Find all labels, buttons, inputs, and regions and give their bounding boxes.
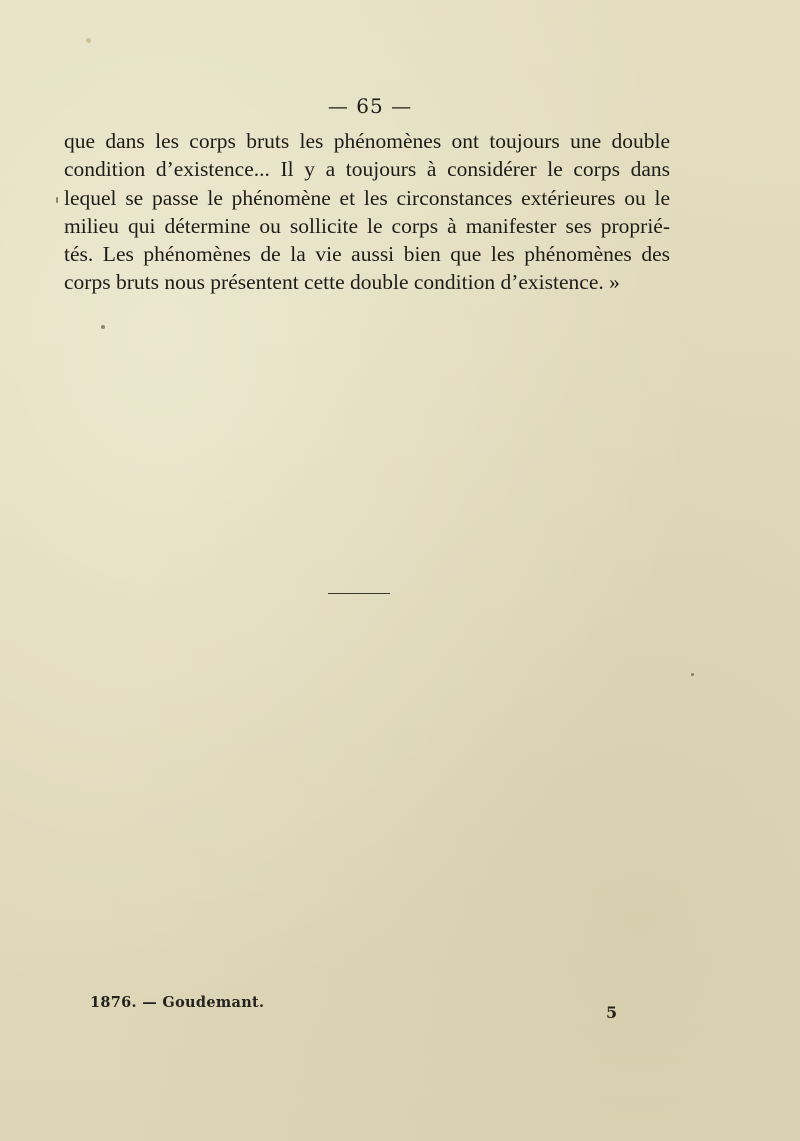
paragraph-line: tés. Les phénomènes de la vie aussi bien que les phénomènes des bbox=[64, 242, 670, 267]
paragraph-line: corps bruts nous présentent cette double condition d’existence. » bbox=[64, 270, 620, 295]
paragraph-line: condition d’existence... Il y a toujours à considérer le corps dans bbox=[64, 157, 670, 182]
paper-speck bbox=[56, 197, 58, 203]
footer-note: 1876. — Goudemant. bbox=[90, 994, 265, 1011]
paragraph-line: que dans les corps bruts les phénomènes ont toujours une double bbox=[64, 129, 670, 153]
signature-mark: 5 bbox=[606, 1003, 618, 1022]
section-divider bbox=[328, 593, 390, 594]
paragraph-line: milieu qui détermine ou sollicite le corps à manifester ses proprié- bbox=[64, 213, 670, 238]
page-number: — 65 — bbox=[327, 94, 413, 118]
body-paragraph bbox=[64, 127, 670, 297]
paper-speck bbox=[101, 325, 105, 329]
paper-speck bbox=[691, 673, 694, 676]
paragraph-line: lequel se passe le phénomène et les circonstances extérieures ou le bbox=[64, 185, 670, 210]
paper-speck bbox=[86, 38, 91, 43]
